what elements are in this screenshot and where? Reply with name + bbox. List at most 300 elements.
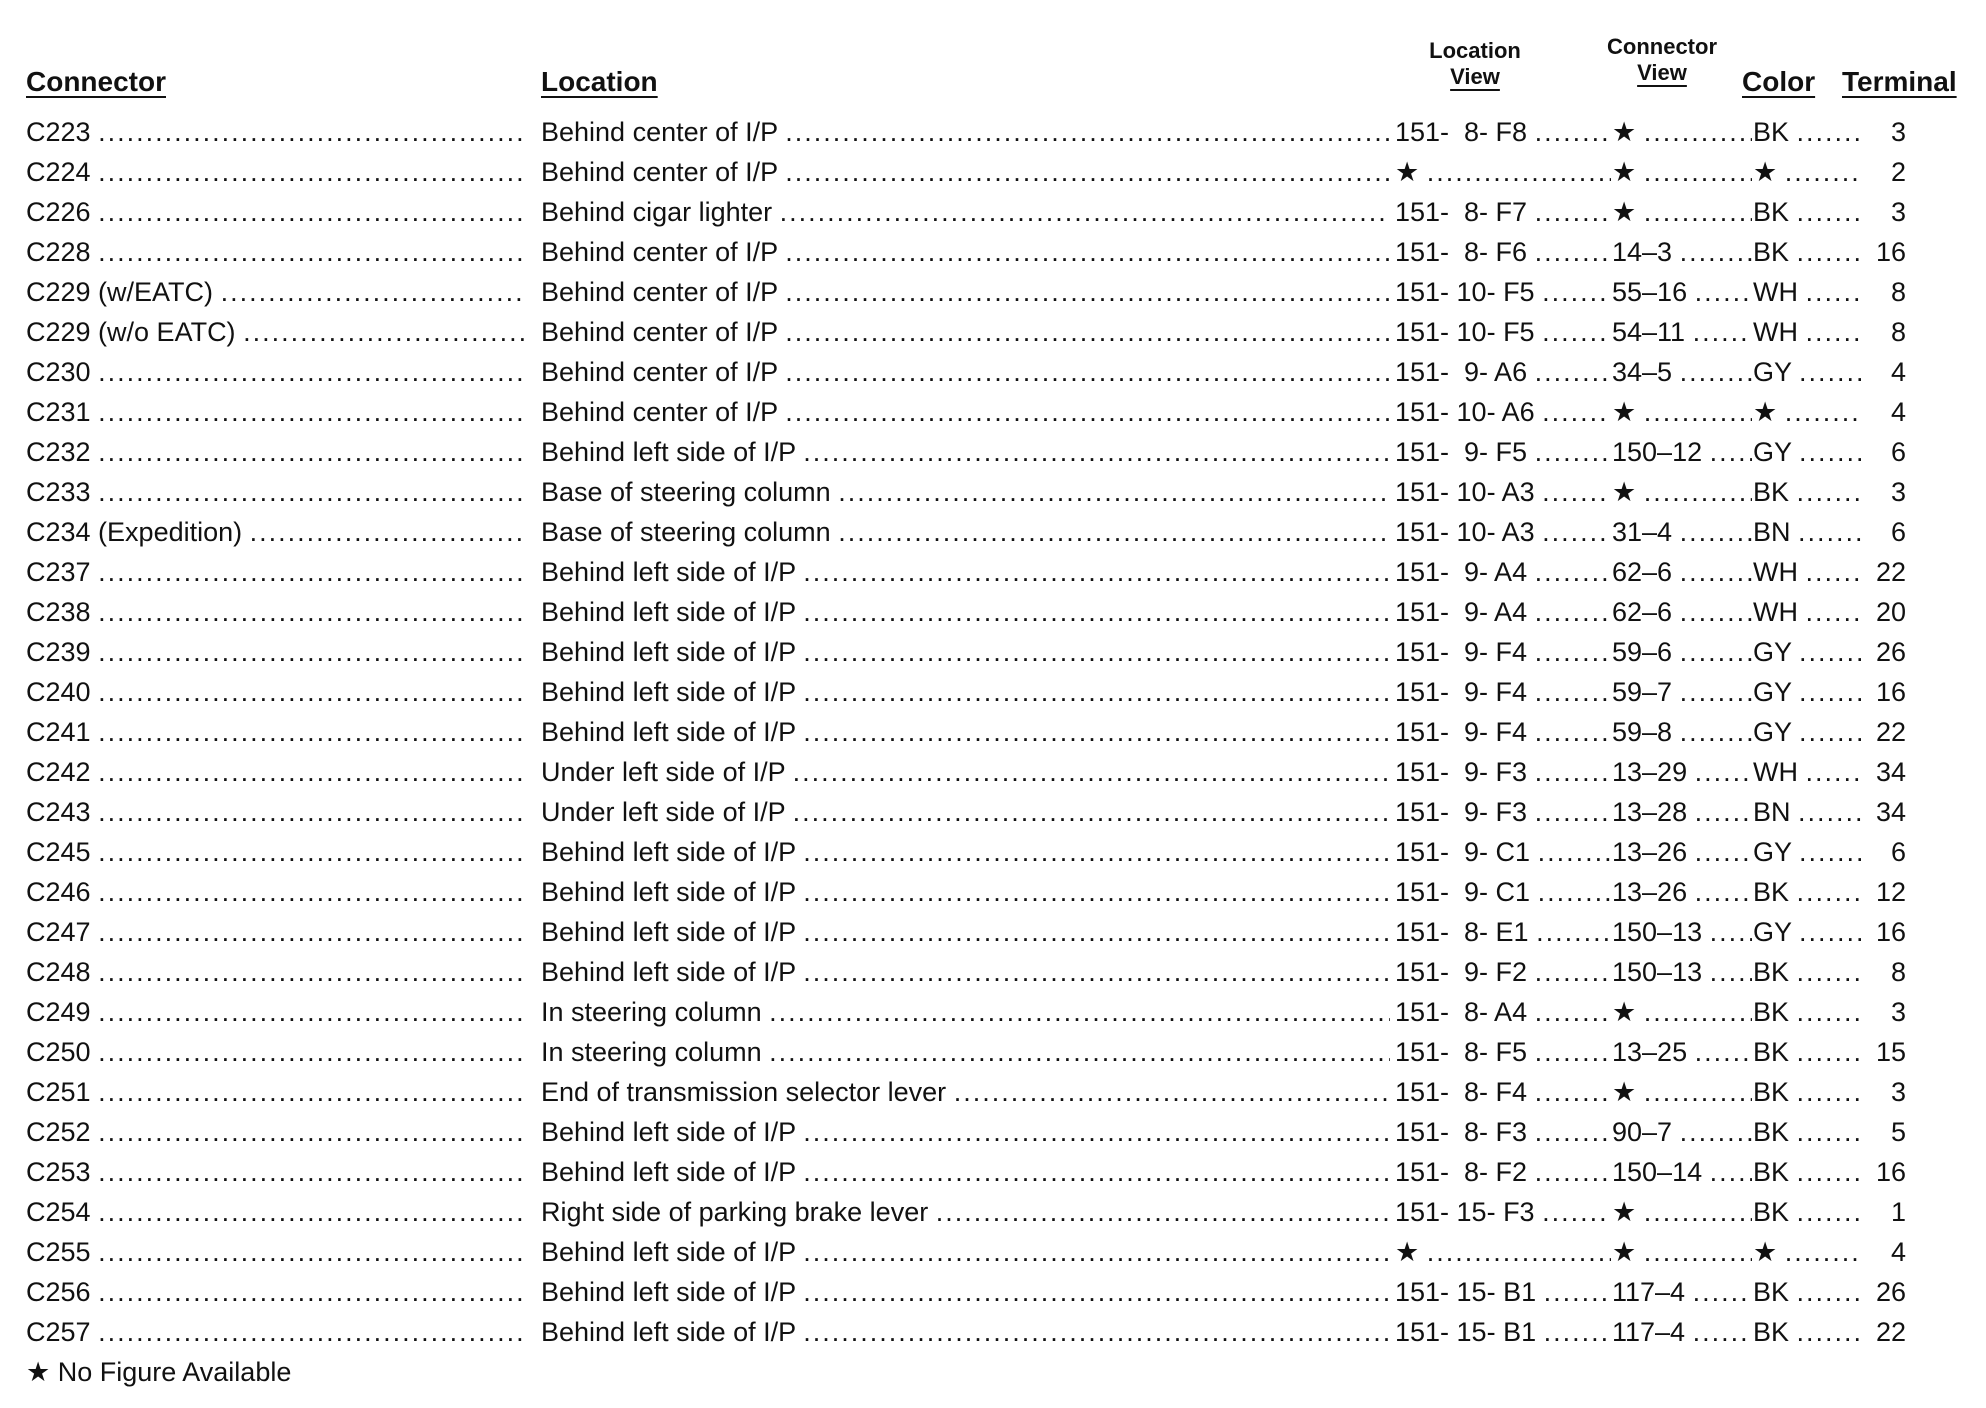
color-code: BK [1753, 1277, 1790, 1307]
connector-view-cell [1612, 1232, 1752, 1272]
color-cell [1753, 1032, 1861, 1072]
terminal-count: 15 [1875, 1037, 1906, 1067]
location-cell [541, 552, 1390, 592]
terminal-cell [1862, 1272, 1906, 1312]
location-view-cell [1395, 552, 1611, 592]
location-cell [541, 232, 1390, 272]
color-code: WH [1753, 557, 1798, 587]
color-code: BK [1753, 1037, 1790, 1067]
terminal-count: 22 [1875, 717, 1906, 747]
terminal-count: 6 [1890, 437, 1906, 467]
terminal-cell [1862, 1312, 1906, 1352]
color-code: GY [1753, 717, 1792, 747]
header-connector-label: Connector [26, 66, 166, 97]
location-cell [541, 352, 1390, 392]
connector-view-ref: 13–29 [1612, 757, 1688, 787]
connector-view-ref: ★ [1612, 197, 1637, 227]
connector-view-cell [1612, 232, 1752, 272]
color-code: BK [1753, 1197, 1790, 1227]
terminal-cell [1862, 112, 1906, 152]
footnote-text: ★ No Figure Available [26, 1357, 292, 1387]
color-cell [1753, 912, 1861, 952]
connector-view-cell [1612, 1032, 1752, 1072]
terminal-count: 3 [1890, 117, 1906, 147]
connector-view-cell [1612, 272, 1752, 312]
location-text: Base of steering column [541, 517, 831, 547]
location-cell [541, 792, 1390, 832]
color-code: BK [1753, 237, 1790, 267]
location-text: Behind left side of I/P [541, 957, 796, 987]
connector-cell [26, 1312, 526, 1352]
connector-view-ref: 150–12 [1612, 437, 1703, 467]
terminal-count: 5 [1890, 1117, 1906, 1147]
connector-view-cell [1612, 952, 1752, 992]
connector-view-cell [1612, 112, 1752, 152]
color-code: BK [1753, 1117, 1790, 1147]
connector-cell [26, 632, 526, 672]
terminal-cell [1862, 512, 1906, 552]
location-view-ref: ★ [1395, 157, 1420, 187]
connector-view-ref: 150–14 [1612, 1157, 1703, 1187]
location-view-cell [1395, 952, 1611, 992]
terminal-cell [1862, 712, 1906, 752]
connector-view-ref: ★ [1612, 1197, 1637, 1227]
color-cell [1753, 472, 1861, 512]
color-cell [1753, 432, 1861, 472]
location-view-cell [1395, 1312, 1611, 1352]
terminal-count: 26 [1875, 1277, 1906, 1307]
color-code: BK [1753, 477, 1790, 507]
terminal-count: 4 [1890, 397, 1906, 427]
location-view-ref: 151- 8- F4 [1395, 1077, 1528, 1107]
color-code: GY [1753, 637, 1792, 667]
terminal-cell [1862, 272, 1906, 312]
table-row-c241 [0, 712, 1986, 752]
connector-view-ref: 62–6 [1612, 557, 1673, 587]
location-view-ref: 151- 10- F5 [1395, 317, 1535, 347]
terminal-count: 20 [1875, 597, 1906, 627]
connector-cell [26, 272, 526, 312]
color-code: GY [1753, 917, 1792, 947]
connector-view-ref: 31–4 [1612, 517, 1673, 547]
location-cell [541, 1112, 1390, 1152]
terminal-count: 34 [1875, 797, 1906, 827]
connector-view-ref: 59–7 [1612, 677, 1673, 707]
header-terminal [1842, 66, 1957, 98]
location-view-ref: 151- 9- A6 [1395, 357, 1528, 387]
location-view-ref: 151- 9- F3 [1395, 757, 1528, 787]
location-view-ref: 151- 9- F2 [1395, 957, 1528, 987]
terminal-cell [1862, 472, 1906, 512]
connector-id: C245 [26, 837, 91, 867]
location-view-ref: 151- 10- A3 [1395, 517, 1535, 547]
location-text: Behind left side of I/P [541, 557, 796, 587]
location-cell [541, 1232, 1390, 1272]
connector-view-ref: ★ [1612, 997, 1637, 1027]
location-cell [541, 872, 1390, 912]
terminal-cell [1862, 232, 1906, 272]
connector-view-cell [1612, 1272, 1752, 1312]
location-cell [541, 472, 1390, 512]
location-text: Behind center of I/P [541, 277, 778, 307]
color-code: BK [1753, 117, 1790, 147]
terminal-count: 4 [1890, 357, 1906, 387]
location-text: Behind left side of I/P [541, 1157, 796, 1187]
terminal-cell [1862, 1032, 1906, 1072]
terminal-cell [1862, 952, 1906, 992]
location-cell [541, 192, 1390, 232]
terminal-cell [1862, 192, 1906, 232]
location-text: In steering column [541, 1037, 762, 1067]
color-cell [1753, 272, 1861, 312]
location-view-ref: 151- 9- C1 [1395, 877, 1531, 907]
connector-cell [26, 832, 526, 872]
location-view-cell [1395, 632, 1611, 672]
terminal-cell [1862, 872, 1906, 912]
color-code: ★ [1753, 1237, 1778, 1267]
table-row-c254 [0, 1192, 1986, 1232]
connector-cell [26, 752, 526, 792]
connector-view-ref: 90–7 [1612, 1117, 1673, 1147]
connector-id: C223 [26, 117, 91, 147]
table-row-c247 [0, 912, 1986, 952]
connector-cell [26, 392, 526, 432]
color-cell [1753, 1152, 1861, 1192]
header-color [1742, 66, 1815, 98]
location-view-ref: 151- 9- F4 [1395, 717, 1528, 747]
connector-id: C251 [26, 1077, 91, 1107]
color-cell [1753, 752, 1861, 792]
color-code: BK [1753, 957, 1790, 987]
location-view-cell [1395, 672, 1611, 712]
terminal-cell [1862, 1072, 1906, 1112]
connector-id: C246 [26, 877, 91, 907]
location-view-ref: 151- 8- F7 [1395, 197, 1528, 227]
terminal-cell [1862, 1152, 1906, 1192]
connector-id: C242 [26, 757, 91, 787]
connector-cell [26, 512, 526, 552]
location-cell [541, 312, 1390, 352]
connector-view-ref: 150–13 [1612, 957, 1703, 987]
connector-view-ref: 59–8 [1612, 717, 1673, 747]
location-cell [541, 152, 1390, 192]
color-cell [1753, 1272, 1861, 1312]
terminal-count: 6 [1890, 837, 1906, 867]
connector-view-ref: 13–28 [1612, 797, 1688, 827]
table-row-c257 [0, 1312, 1986, 1352]
location-view-cell [1395, 832, 1611, 872]
connector-view-ref: ★ [1612, 477, 1637, 507]
color-code: GY [1753, 837, 1792, 867]
color-code: BK [1753, 1157, 1790, 1187]
connector-id: C247 [26, 917, 91, 947]
location-cell [541, 112, 1390, 152]
table-row-c238 [0, 592, 1986, 632]
location-view-cell [1395, 1072, 1611, 1112]
table-row-c253 [0, 1152, 1986, 1192]
connector-view-cell [1612, 632, 1752, 672]
connector-id: C226 [26, 197, 91, 227]
color-code: BN [1753, 517, 1791, 547]
connector-view-cell [1612, 992, 1752, 1032]
connector-view-ref: 13–26 [1612, 837, 1688, 867]
connector-view-ref: 13–26 [1612, 877, 1688, 907]
location-view-ref: 151- 9- A4 [1395, 597, 1528, 627]
connector-view-cell [1612, 192, 1752, 232]
location-view-ref: 151- 8- F5 [1395, 1037, 1528, 1067]
connector-id: C255 [26, 1237, 91, 1267]
color-cell [1753, 832, 1861, 872]
connector-view-ref: 150–13 [1612, 917, 1703, 947]
connector-id: C240 [26, 677, 91, 707]
location-view-cell [1395, 592, 1611, 632]
terminal-cell [1862, 632, 1906, 672]
connector-cell [26, 1072, 526, 1112]
header-connector [26, 66, 166, 98]
location-cell [541, 1312, 1390, 1352]
location-view-ref: 151- 9- F4 [1395, 637, 1528, 667]
connector-view-ref: 13–25 [1612, 1037, 1688, 1067]
connector-view-cell [1612, 392, 1752, 432]
location-text: Behind left side of I/P [541, 877, 796, 907]
terminal-count: 26 [1875, 637, 1906, 667]
connector-view-ref: 62–6 [1612, 597, 1673, 627]
location-view-ref: 151- 9- F4 [1395, 677, 1528, 707]
color-cell [1753, 1072, 1861, 1112]
connector-view-cell [1612, 1312, 1752, 1352]
color-code: BK [1753, 1317, 1790, 1347]
connector-cell [26, 1032, 526, 1072]
table-row-c228 [0, 232, 1986, 272]
location-text: Behind left side of I/P [541, 1317, 796, 1347]
terminal-cell [1862, 352, 1906, 392]
connector-view-cell [1612, 1152, 1752, 1192]
location-cell [541, 1152, 1390, 1192]
connector-id: C257 [26, 1317, 91, 1347]
table-row-c224 [0, 152, 1986, 192]
location-view-cell [1395, 1272, 1611, 1312]
terminal-cell [1862, 792, 1906, 832]
connector-cell [26, 1272, 526, 1312]
table-row-c255 [0, 1232, 1986, 1272]
location-view-cell [1395, 312, 1611, 352]
location-view-cell [1395, 152, 1611, 192]
table-row-c252 [0, 1112, 1986, 1152]
location-view-ref: 151- 15- B1 [1395, 1317, 1537, 1347]
color-cell [1753, 792, 1861, 832]
location-view-ref: 151- 10- F5 [1395, 277, 1535, 307]
color-cell [1753, 192, 1861, 232]
connector-cell [26, 112, 526, 152]
connector-view-ref: 117–4 [1612, 1317, 1686, 1347]
location-cell [541, 1032, 1390, 1072]
connector-id: C249 [26, 997, 91, 1027]
connector-id: C241 [26, 717, 91, 747]
location-text: Behind center of I/P [541, 397, 778, 427]
connector-id: C238 [26, 597, 91, 627]
location-text: Behind left side of I/P [541, 1237, 796, 1267]
location-view-cell [1395, 392, 1611, 432]
location-cell [541, 992, 1390, 1032]
location-cell [541, 672, 1390, 712]
location-view-cell [1395, 512, 1611, 552]
location-text: Base of steering column [541, 477, 831, 507]
table-row-c233 [0, 472, 1986, 512]
color-cell [1753, 1312, 1861, 1352]
connector-view-ref: 14–3 [1612, 237, 1673, 267]
location-text: Behind left side of I/P [541, 637, 796, 667]
terminal-count: 8 [1890, 317, 1906, 347]
location-view-cell [1395, 1152, 1611, 1192]
color-cell [1753, 152, 1861, 192]
color-cell [1753, 232, 1861, 272]
location-text: Behind center of I/P [541, 117, 778, 147]
color-cell [1753, 1192, 1861, 1232]
connector-view-cell [1612, 472, 1752, 512]
connector-view-cell [1612, 552, 1752, 592]
location-view-ref: 151- 8- A4 [1395, 997, 1528, 1027]
color-code: WH [1753, 277, 1798, 307]
connector-view-cell [1612, 592, 1752, 632]
location-text: Behind center of I/P [541, 157, 778, 187]
connector-view-cell [1612, 152, 1752, 192]
terminal-count: 4 [1890, 1237, 1906, 1267]
location-view-cell [1395, 352, 1611, 392]
color-cell [1753, 672, 1861, 712]
terminal-cell [1862, 152, 1906, 192]
location-text: Behind center of I/P [541, 357, 778, 387]
table-body [0, 112, 1986, 1352]
connector-view-cell [1612, 312, 1752, 352]
connector-view-ref: 54–11 [1612, 317, 1686, 347]
connector-view-cell [1612, 912, 1752, 952]
color-cell [1753, 872, 1861, 912]
connector-view-cell [1612, 432, 1752, 472]
color-cell [1753, 552, 1861, 592]
color-cell [1753, 712, 1861, 752]
terminal-cell [1862, 1232, 1906, 1272]
color-code: GY [1753, 357, 1792, 387]
header-color-label: Color [1742, 66, 1816, 97]
terminal-cell [1862, 552, 1906, 592]
connector-view-ref: ★ [1612, 117, 1637, 147]
terminal-count: 12 [1875, 877, 1906, 907]
color-code: ★ [1753, 397, 1778, 427]
connector-view-ref: ★ [1612, 1077, 1637, 1107]
terminal-count: 16 [1875, 1157, 1906, 1187]
header-connector-view [1592, 34, 1732, 86]
location-cell [541, 1072, 1390, 1112]
terminal-count: 3 [1890, 477, 1906, 507]
location-view-cell [1395, 1032, 1611, 1072]
color-cell [1753, 392, 1861, 432]
connector-view-cell [1612, 1192, 1752, 1232]
connector-cell [26, 992, 526, 1032]
connector-cell [26, 192, 526, 232]
connector-view-ref: ★ [1612, 157, 1637, 187]
connector-view-ref: ★ [1612, 397, 1637, 427]
connector-cell [26, 1192, 526, 1232]
terminal-count: 16 [1875, 917, 1906, 947]
terminal-cell [1862, 1112, 1906, 1152]
table-row-c231 [0, 392, 1986, 432]
connector-cell [26, 1232, 526, 1272]
color-code: WH [1753, 597, 1798, 627]
table-row-c229 [0, 312, 1986, 352]
terminal-count: 16 [1875, 677, 1906, 707]
table-row-c256 [0, 1272, 1986, 1312]
table-row-c248 [0, 952, 1986, 992]
color-cell [1753, 592, 1861, 632]
location-view-cell [1395, 112, 1611, 152]
connector-id: C250 [26, 1037, 91, 1067]
connector-cell [26, 352, 526, 392]
location-view-cell [1395, 1192, 1611, 1232]
location-view-ref: 151- 10- A6 [1395, 397, 1535, 427]
terminal-count: 8 [1890, 277, 1906, 307]
connector-id: C228 [26, 237, 91, 267]
connector-cell [26, 232, 526, 272]
location-text: Behind left side of I/P [541, 1277, 796, 1307]
table-row-c243 [0, 792, 1986, 832]
location-text: Behind left side of I/P [541, 837, 796, 867]
connector-cell [26, 152, 526, 192]
table-row-c249 [0, 992, 1986, 1032]
connector-cell [26, 872, 526, 912]
terminal-count: 16 [1875, 237, 1906, 267]
connector-cell [26, 552, 526, 592]
location-view-cell [1395, 992, 1611, 1032]
location-view-ref: 151- 8- F3 [1395, 1117, 1528, 1147]
connector-view-cell [1612, 752, 1752, 792]
location-cell [541, 912, 1390, 952]
terminal-count: 34 [1875, 757, 1906, 787]
color-code: BN [1753, 797, 1791, 827]
terminal-count: 2 [1890, 157, 1906, 187]
connector-cell [26, 1112, 526, 1152]
terminal-count: 6 [1890, 517, 1906, 547]
location-text: Behind left side of I/P [541, 677, 796, 707]
table-row-c226 [0, 192, 1986, 232]
location-view-ref: 151- 15- F3 [1395, 1197, 1535, 1227]
connector-id: C232 [26, 437, 91, 467]
connector-view-cell [1612, 672, 1752, 712]
location-view-cell [1395, 1112, 1611, 1152]
connector-cell [26, 672, 526, 712]
location-cell [541, 952, 1390, 992]
location-view-ref: 151- 9- A4 [1395, 557, 1528, 587]
terminal-cell [1862, 912, 1906, 952]
terminal-cell [1862, 312, 1906, 352]
location-cell [541, 272, 1390, 312]
connector-cell [26, 592, 526, 632]
connector-id: C229 (w/EATC) [26, 277, 214, 307]
location-view-ref: ★ [1395, 1237, 1420, 1267]
header-location-view-line2: View [1450, 64, 1500, 89]
terminal-cell [1862, 752, 1906, 792]
location-view-cell [1395, 192, 1611, 232]
connector-cell [26, 952, 526, 992]
header-location-view [1400, 38, 1550, 90]
terminal-cell [1862, 592, 1906, 632]
location-text: Under left side of I/P [541, 757, 786, 787]
header-location-view-line1: Location [1429, 38, 1521, 63]
connector-id: C239 [26, 637, 91, 667]
connector-cell [26, 792, 526, 832]
location-text: Right side of parking brake lever [541, 1197, 929, 1227]
connector-id: C230 [26, 357, 91, 387]
header-location [541, 66, 658, 98]
